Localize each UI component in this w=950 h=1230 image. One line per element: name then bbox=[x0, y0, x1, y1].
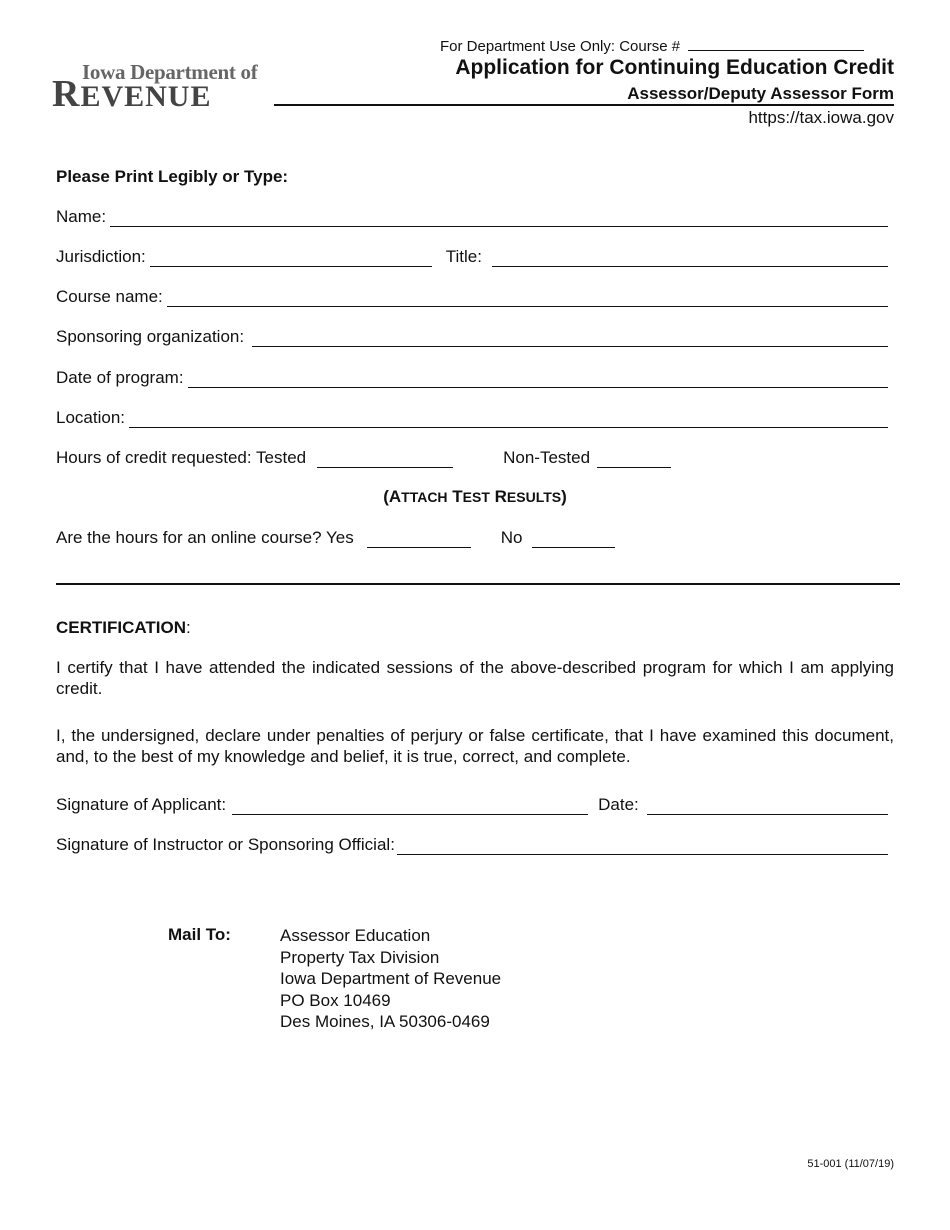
online-course-row bbox=[56, 524, 888, 548]
logo-line-1: Iowa Department of bbox=[82, 60, 258, 84]
name-label: Name: bbox=[56, 207, 107, 226]
sponsoring-organization-label: Sponsoring organization: bbox=[56, 327, 245, 346]
mail-to-label: Mail To: bbox=[168, 925, 231, 944]
sponsoring-organization-field[interactable] bbox=[252, 328, 888, 347]
date-of-program-row bbox=[56, 364, 888, 388]
jurisdiction-label: Jurisdiction: bbox=[56, 247, 146, 266]
location-label: Location: bbox=[56, 408, 125, 427]
applicant-signature-field[interactable] bbox=[232, 796, 588, 815]
applicant-signature-row bbox=[56, 791, 888, 815]
sponsoring-organization-row bbox=[56, 323, 888, 347]
attach-word-r: R bbox=[494, 487, 507, 506]
form-number: 51-001 (11/07/19) bbox=[807, 1158, 894, 1170]
address-line: Iowa Department of Revenue bbox=[280, 969, 502, 988]
non-tested-label: Non-Tested bbox=[503, 448, 591, 467]
logo-rest: EVENUE bbox=[80, 80, 212, 113]
non-tested-field[interactable] bbox=[597, 449, 671, 468]
course-name-label: Course name: bbox=[56, 287, 163, 306]
signature-date-field[interactable] bbox=[647, 796, 888, 815]
instructor-signature-label: Signature of Instructor or Sponsoring Official: bbox=[56, 835, 395, 854]
logo-line-2 bbox=[52, 72, 211, 116]
address-line: Property Tax Division bbox=[280, 947, 440, 967]
applicant-signature-label: Signature of Applicant: bbox=[56, 795, 227, 814]
header-divider bbox=[274, 104, 894, 106]
signature-date-label: Date: bbox=[598, 795, 639, 814]
logo-initial: R bbox=[52, 73, 81, 115]
mailing-address bbox=[280, 925, 501, 1033]
course-name-row bbox=[56, 283, 888, 307]
certification-title: CERTIFICATION bbox=[56, 618, 187, 637]
address-line: PO Box 10469 bbox=[280, 990, 391, 1010]
course-number-field[interactable] bbox=[688, 36, 864, 51]
attach-word-ttach: TTACH bbox=[401, 489, 448, 505]
section-divider bbox=[56, 583, 900, 585]
attach-word-esults: ESULTS bbox=[506, 489, 562, 505]
title-field[interactable] bbox=[492, 248, 888, 267]
name-row bbox=[56, 203, 888, 227]
website-link[interactable]: https://tax.iowa.gov bbox=[748, 108, 894, 127]
name-field[interactable] bbox=[110, 208, 888, 227]
form-title: Application for Continuing Education Credit bbox=[455, 56, 894, 79]
attach-word-est: EST bbox=[462, 489, 490, 505]
jurisdiction-field[interactable] bbox=[150, 248, 432, 267]
certification-heading bbox=[56, 618, 191, 638]
form-subtitle: Assessor/Deputy Assessor Form bbox=[627, 84, 894, 103]
attach-close-paren: ) bbox=[561, 487, 567, 506]
date-of-program-label: Date of program: bbox=[56, 368, 184, 387]
online-course-yes-label: Are the hours for an online course? Yes bbox=[56, 528, 354, 547]
jurisdiction-title-row bbox=[56, 243, 888, 267]
print-instruction: Please Print Legibly or Type: bbox=[56, 167, 289, 186]
location-field[interactable] bbox=[129, 409, 888, 428]
online-course-no-field[interactable] bbox=[532, 529, 615, 548]
hours-of-credit-row bbox=[56, 444, 888, 468]
instructor-signature-field[interactable] bbox=[397, 836, 888, 855]
address-line: Assessor Education bbox=[280, 926, 431, 945]
certification-paragraph-2: I, the undersigned, declare under penalties of perjury or false certificate, that I have examined this document, and, to the best of my knowledge and belief, it is true, correct, and complete. bbox=[56, 726, 894, 766]
certification-colon: : bbox=[186, 618, 191, 637]
instructor-signature-row bbox=[56, 831, 888, 855]
certification-paragraph-1: I certify that I have attended the indicated sessions of the above-described program for which I am applying credit. bbox=[56, 658, 894, 698]
online-course-yes-field[interactable] bbox=[367, 529, 471, 548]
hours-tested-label: Hours of credit requested: Tested bbox=[56, 448, 307, 467]
address-line: Des Moines, IA 50306-0469 bbox=[280, 1012, 490, 1031]
title-label: Title: bbox=[445, 247, 482, 266]
hours-tested-field[interactable] bbox=[317, 449, 453, 468]
attach-word-a: A bbox=[388, 487, 402, 506]
attach-test-results-note bbox=[0, 487, 950, 507]
date-of-program-field[interactable] bbox=[188, 369, 888, 388]
location-row bbox=[56, 404, 888, 428]
course-name-field[interactable] bbox=[167, 288, 888, 307]
attach-word-t: T bbox=[452, 487, 463, 506]
attach-open-paren: ( bbox=[383, 487, 389, 506]
online-course-no-label: No bbox=[500, 528, 523, 547]
department-use-course-number bbox=[440, 36, 864, 55]
department-use-label: For Department Use Only: Course # bbox=[440, 38, 681, 55]
